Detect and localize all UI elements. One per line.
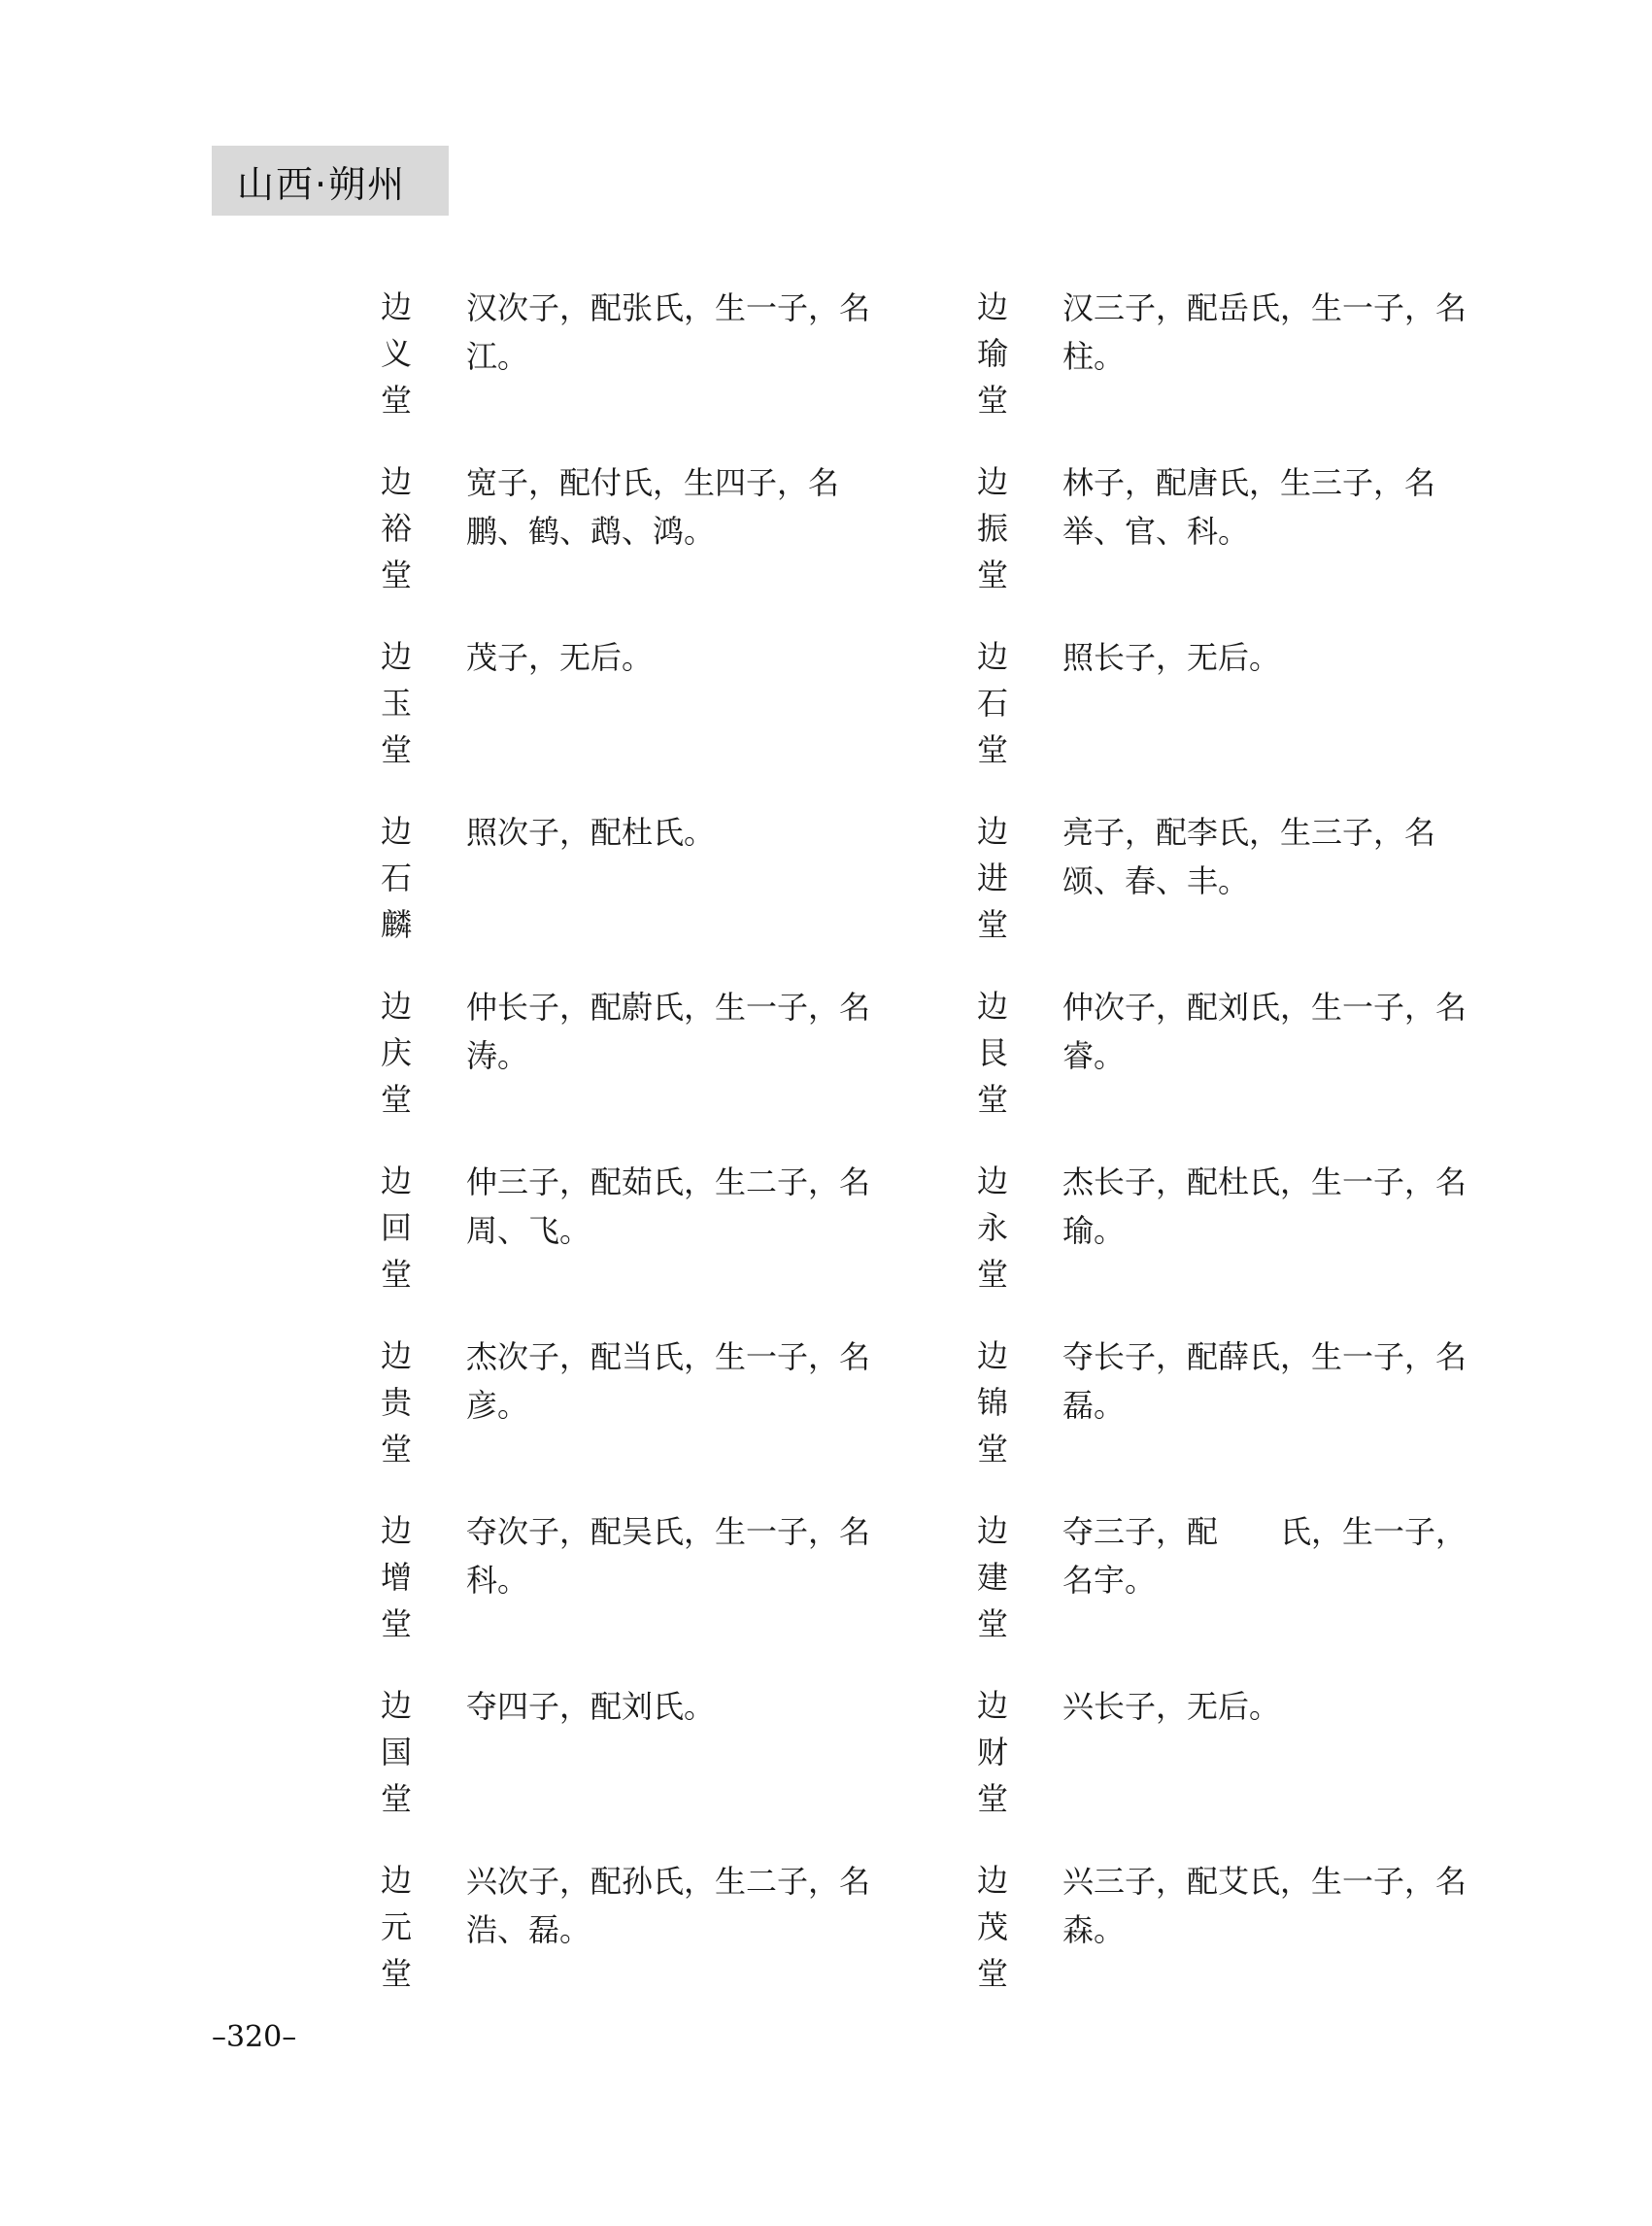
section-title: 山西·朔州 bbox=[237, 162, 407, 206]
person-name-char: 边 bbox=[976, 1337, 1008, 1374]
section-header bbox=[212, 146, 449, 216]
person-name-char: 边 bbox=[380, 463, 412, 500]
person-description: 杰次子，配当氏，生一子，名彦。 bbox=[466, 1338, 871, 1424]
person-name-char: 瑜 bbox=[976, 335, 1008, 372]
person-name-char: 边 bbox=[380, 988, 412, 1025]
person-name-char: 边 bbox=[976, 288, 1008, 325]
person-description: 照长子，无后。 bbox=[1062, 639, 1281, 676]
person-name-char: 堂 bbox=[380, 1955, 412, 1992]
person-description: 汉三子，配岳氏，生一子，名柱。 bbox=[1062, 289, 1467, 375]
person-name-char: 堂 bbox=[380, 1780, 412, 1817]
person-name-char: 边 bbox=[380, 1163, 412, 1199]
person-name-char: 庆 bbox=[380, 1034, 412, 1071]
person-name-char: 进 bbox=[976, 860, 1008, 896]
person-name-char: 边 bbox=[380, 1512, 412, 1549]
person-description: 宽子，配付氏，生四子，名鹏、鹤、鹉、鸿。 bbox=[466, 464, 840, 550]
person-name-char: 振 bbox=[976, 510, 1008, 547]
person-name bbox=[377, 284, 416, 423]
person-name-char: 国 bbox=[380, 1734, 412, 1771]
person-name-char: 边 bbox=[976, 638, 1008, 675]
person-name-char: 边 bbox=[380, 288, 412, 325]
person-description: 林子，配唐氏，生三子，名举、官、科。 bbox=[1062, 464, 1436, 550]
person-description: 兴三子，配艾氏，生一子，名森。 bbox=[1062, 1863, 1467, 1948]
person-name-char: 堂 bbox=[976, 1955, 1008, 1992]
person-name bbox=[973, 1332, 1012, 1472]
person-name-char: 边 bbox=[380, 638, 412, 675]
person-description: 茂子，无后。 bbox=[466, 639, 654, 676]
person-description: 夺三子，配 氏，生一子，名宇。 bbox=[1062, 1513, 1467, 1599]
person-name-char: 堂 bbox=[976, 1081, 1008, 1118]
person-name-char: 茂 bbox=[976, 1908, 1008, 1945]
person-name-char: 堂 bbox=[976, 556, 1008, 593]
person-name-char: 艮 bbox=[976, 1034, 1008, 1071]
person-name-char: 堂 bbox=[380, 731, 412, 768]
person-name-char: 边 bbox=[976, 1687, 1008, 1724]
person-name-char: 麟 bbox=[380, 906, 412, 943]
person-name bbox=[973, 1507, 1012, 1647]
person-name bbox=[377, 458, 416, 598]
person-name bbox=[973, 1682, 1012, 1822]
person-name-char: 边 bbox=[380, 1862, 412, 1899]
person-name-char: 堂 bbox=[380, 1605, 412, 1642]
person-name-char: 石 bbox=[380, 860, 412, 896]
person-name-char: 贵 bbox=[380, 1384, 412, 1421]
person-name-char: 堂 bbox=[380, 1431, 412, 1467]
person-name bbox=[973, 1158, 1012, 1298]
person-name-char: 边 bbox=[976, 463, 1008, 500]
person-name-char: 堂 bbox=[380, 1256, 412, 1293]
person-name-char: 边 bbox=[976, 1163, 1008, 1199]
person-description: 汉次子，配张氏，生一子，名江。 bbox=[466, 289, 871, 375]
person-name-char: 堂 bbox=[976, 382, 1008, 419]
person-name bbox=[377, 633, 416, 773]
person-name-char: 建 bbox=[976, 1559, 1008, 1596]
person-description: 仲三子，配茹氏，生二子，名周、飞。 bbox=[466, 1164, 871, 1249]
person-name bbox=[973, 633, 1012, 773]
person-name-char: 石 bbox=[976, 685, 1008, 722]
person-name-char: 堂 bbox=[976, 906, 1008, 943]
person-name bbox=[973, 458, 1012, 598]
person-name-char: 堂 bbox=[380, 1081, 412, 1118]
person-name-char: 锦 bbox=[976, 1384, 1008, 1421]
person-name-char: 永 bbox=[976, 1209, 1008, 1246]
person-name-char: 堂 bbox=[976, 1780, 1008, 1817]
person-name-char: 财 bbox=[976, 1734, 1008, 1771]
person-name-char: 回 bbox=[380, 1209, 412, 1246]
person-name bbox=[377, 1332, 416, 1472]
person-name-char: 边 bbox=[380, 1687, 412, 1724]
person-name bbox=[973, 983, 1012, 1123]
person-name-char: 堂 bbox=[976, 1605, 1008, 1642]
person-name bbox=[973, 284, 1012, 423]
person-name bbox=[377, 983, 416, 1123]
person-description: 夺四子，配刘氏。 bbox=[466, 1688, 716, 1725]
person-name-char: 玉 bbox=[380, 685, 412, 722]
person-name-char: 边 bbox=[380, 1337, 412, 1374]
page-number: –320– bbox=[212, 2020, 297, 2054]
person-name-char: 边 bbox=[976, 1512, 1008, 1549]
person-name-char: 边 bbox=[380, 813, 412, 850]
person-name bbox=[973, 1857, 1012, 1997]
person-name bbox=[377, 1507, 416, 1647]
person-name-char: 增 bbox=[380, 1559, 412, 1596]
person-description: 仲次子，配刘氏，生一子，名睿。 bbox=[1062, 989, 1467, 1074]
person-name bbox=[377, 1682, 416, 1822]
person-name bbox=[377, 1857, 416, 1997]
person-name-char: 元 bbox=[380, 1908, 412, 1945]
person-description: 杰长子，配杜氏，生一子，名瑜。 bbox=[1062, 1164, 1467, 1249]
person-description: 兴长子，无后。 bbox=[1062, 1688, 1281, 1725]
person-name bbox=[973, 808, 1012, 948]
person-name-char: 裕 bbox=[380, 510, 412, 547]
person-name-char: 堂 bbox=[380, 382, 412, 419]
person-name bbox=[377, 808, 416, 948]
person-description: 亮子，配李氏，生三子，名颂、春、丰。 bbox=[1062, 814, 1436, 899]
person-description: 夺次子，配吴氏，生一子，名科。 bbox=[466, 1513, 871, 1599]
person-name bbox=[377, 1158, 416, 1298]
person-name-char: 堂 bbox=[976, 1256, 1008, 1293]
person-name-char: 边 bbox=[976, 988, 1008, 1025]
person-name-char: 堂 bbox=[976, 1431, 1008, 1467]
person-name-char: 义 bbox=[380, 335, 412, 372]
person-name-char: 堂 bbox=[380, 556, 412, 593]
person-description: 夺长子，配薛氏，生一子，名磊。 bbox=[1062, 1338, 1467, 1424]
person-description: 仲长子，配蔚氏，生一子，名涛。 bbox=[466, 989, 871, 1074]
person-name-char: 边 bbox=[976, 1862, 1008, 1899]
person-name-char: 边 bbox=[976, 813, 1008, 850]
person-name-char: 堂 bbox=[976, 731, 1008, 768]
person-description: 兴次子，配孙氏，生二子，名浩、磊。 bbox=[466, 1863, 871, 1948]
person-description: 照次子，配杜氏。 bbox=[466, 814, 716, 851]
